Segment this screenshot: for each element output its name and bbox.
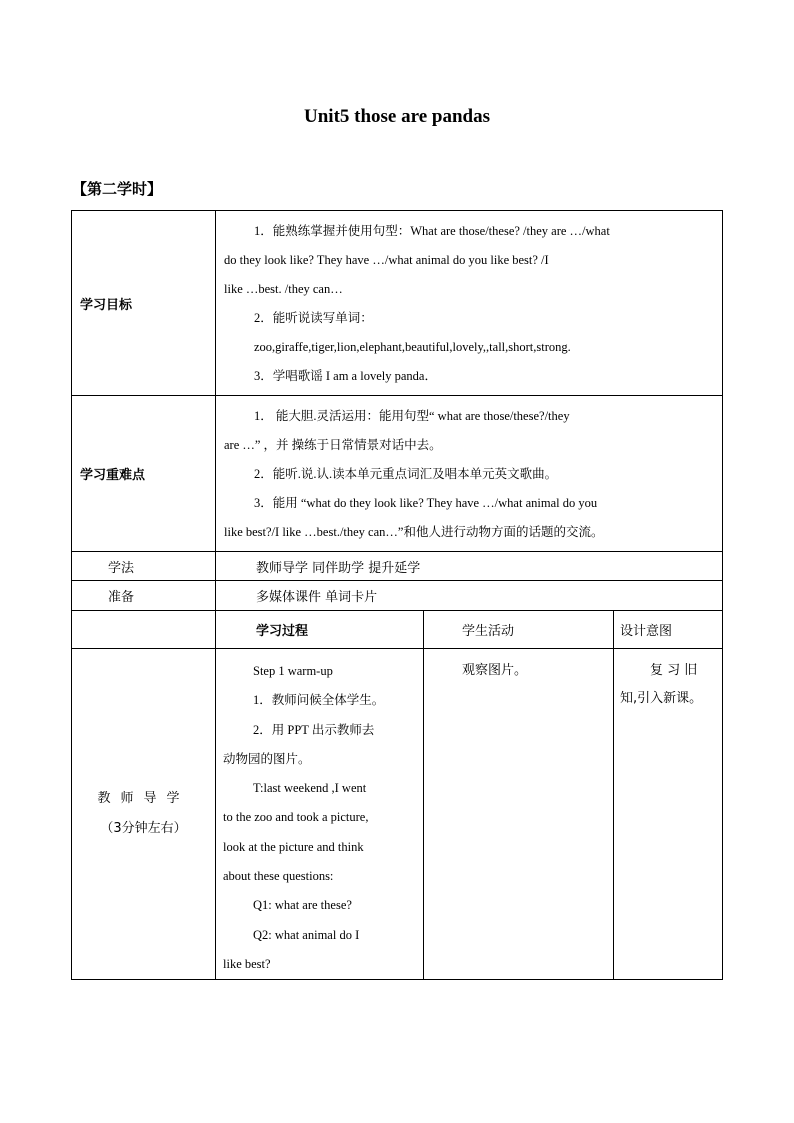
teaching-row (72, 649, 723, 980)
key-point-line: 1． 能大胆.灵活运用：能用句型“ what are those/these?/they (254, 409, 570, 423)
process-line: 动物园的图片。 (223, 751, 311, 766)
objectives-content (216, 211, 723, 396)
header-blank-cell (72, 611, 216, 649)
key-point-line: 2．能听.说.认.读本单元重点词汇及唱本单元英文歌曲。 (254, 467, 558, 481)
process-line: 1．教师问候全体学生。 (253, 693, 385, 708)
method-value: 教师导学 同伴助学 提升延学 (216, 552, 723, 581)
prep-label: 准备 (72, 581, 216, 611)
process-line: like best? (223, 956, 271, 971)
document-title: Unit5 those are pandas (304, 106, 490, 127)
prep-value: 多媒体课件 单词卡片 (216, 581, 723, 611)
process-line: Q1: what are these? (253, 898, 352, 913)
header-intent: 设计意图 (614, 611, 723, 649)
process-line: to the zoo and took a picture, (223, 810, 369, 825)
teaching-label-main: 教师导学 (97, 791, 190, 807)
key-points-label: 学习重难点 (72, 396, 216, 552)
process-line: T:last weekend ,I went (253, 781, 367, 796)
key-points-row (72, 396, 723, 552)
process-content (216, 649, 424, 980)
design-intent (614, 649, 723, 980)
intent-line: 复 习 旧 (650, 663, 698, 678)
prep-row (72, 581, 723, 611)
process-header-row (72, 611, 723, 649)
lesson-plan-table (71, 210, 723, 980)
header-process: 学习过程 (216, 611, 424, 649)
objective-line: 1．能熟练掌握并使用句型：What are those/these? /they are …/what (254, 224, 610, 238)
process-line: look at the picture and think (223, 839, 364, 854)
teaching-label-sub: （3分钟左右） (100, 821, 187, 837)
process-line: 2．用 PPT 出示教师去 (253, 722, 375, 737)
objective-line: like …best. /they can… (224, 282, 343, 296)
objectives-row (72, 211, 723, 396)
process-line: about these questions: (223, 869, 334, 884)
key-point-line: like best?/I like …best./they can…”和他人进行动物方面的话题的交流。 (224, 525, 604, 539)
key-point-line: are …” ，并 操练于日常情景对话中去。 (224, 438, 442, 452)
objectives-label: 学习目标 (72, 211, 216, 396)
process-line: Step 1 warm-up (253, 664, 333, 678)
teaching-label (72, 649, 216, 980)
method-row (72, 552, 723, 581)
method-label: 学法 (72, 552, 216, 581)
intent-line: 知,引入新课。 (620, 691, 703, 706)
objective-line: 3．学唱歌谣 I am a lovely panda． (254, 369, 437, 383)
session-label: 【第二学时】 (72, 180, 163, 198)
objective-words: zoo,giraffe,tiger,lion,elephant,beautiful,lovely,,tall,short,strong. (254, 340, 571, 354)
header-student: 学生活动 (424, 611, 614, 649)
objective-line: do they look like? They have …/what animal do you like best? /I (224, 253, 549, 267)
key-point-line: 3．能用 “what do they look like? They have …/what animal do you (254, 496, 598, 510)
student-activity: 观察图片。 (424, 649, 614, 980)
objective-line: 2．能听说读写单词： (254, 311, 373, 325)
key-points-content (216, 396, 723, 552)
process-line: Q2: what animal do I (253, 927, 360, 942)
